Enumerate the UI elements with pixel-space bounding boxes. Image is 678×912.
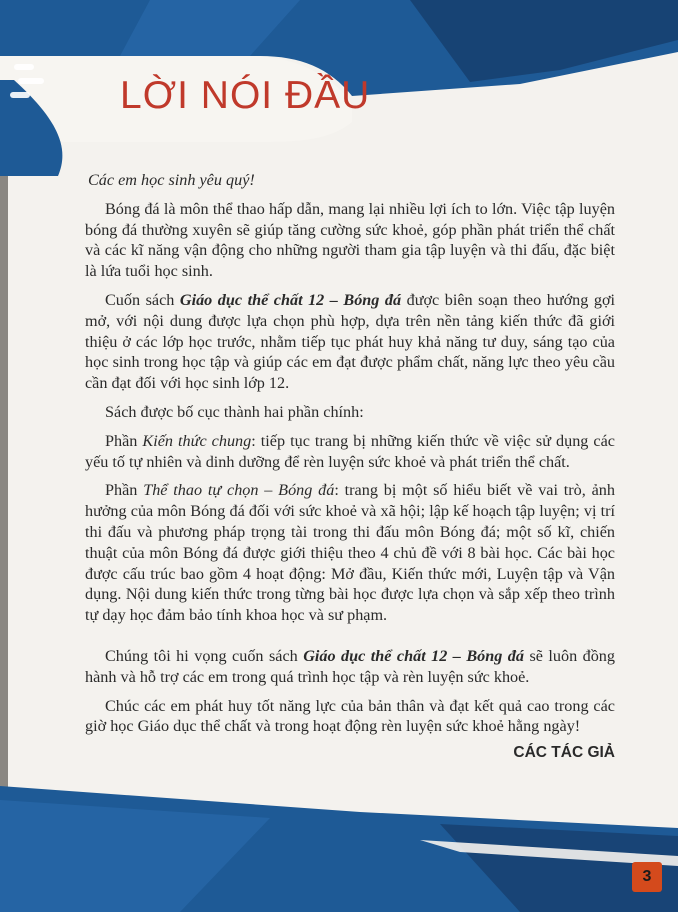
paragraph-closing: Chúc các em phát huy tốt năng lực của bản thân và đạt kết quả cao trong các giờ học Giáo dục thể chất và trong hoạt động rèn luyện sức khoẻ hằng ngày! bbox=[85, 696, 615, 736]
paragraph-lead: Chúng tôi hi vọng cuốn sách bbox=[105, 646, 304, 665]
paragraph-rest: sẽ luôn đồng hành và hỗ trợ các em trong quá trình học tập và rèn luyện sức khoẻ. bbox=[85, 646, 615, 686]
paragraph-book-description bbox=[85, 290, 615, 394]
foreword-body bbox=[85, 170, 615, 772]
paragraph-hope bbox=[85, 646, 615, 688]
page-title: LỜI NÓI ĐẦU bbox=[120, 74, 371, 117]
book-title: Giáo dục thể chất 12 – Bóng đá bbox=[179, 290, 402, 309]
paragraph-rest: được biên soạn theo hướng gợi mở, với nội dung được lựa chọn phù hợp, dựa trên nền tảng kiến thức đã giới thiệu ở các lớp học trước, nhằm tiếp tục phát huy khả năng tư duy, sáng tạo của học sinh trong học tập và giúp các em đạt được phẩm chất, năng lực theo yêu cầu cần đạt đối với học sinh lớp 12. bbox=[85, 290, 616, 393]
paragraph-part-two bbox=[85, 480, 615, 626]
part-name: Kiến thức chung bbox=[142, 431, 252, 450]
signature: CÁC TÁC GIẢ bbox=[513, 744, 615, 762]
paragraph-lead: Phần bbox=[105, 431, 143, 450]
wave-mark bbox=[18, 78, 44, 84]
part-name: Thể thao tự chọn – Bóng đá bbox=[143, 481, 335, 500]
paragraph-lead: Phần bbox=[105, 481, 144, 500]
paragraph-part-one bbox=[85, 431, 615, 473]
paragraph-intro: Bóng đá là môn thể thao hấp dẫn, mang lại nhiều lợi ích to lớn. Việc tập luyện bóng đá thường xuyên sẽ giúp tăng cường sức khoẻ, góp phần phát triển thể chất và các kĩ năng vận động cho những người tham gia tập luyện và thi đấu, đặc biệt là lứa tuổi học sinh. bbox=[85, 199, 615, 281]
greeting: Các em học sinh yêu quý! bbox=[88, 171, 255, 189]
page-number: 3 bbox=[632, 862, 662, 892]
paragraph-structure: Sách được bố cục thành hai phần chính: bbox=[105, 402, 364, 421]
paragraph-rest: : tiếp tục trang bị những kiến thức về việc sử dụng các yếu tố tự nhiên và dinh dưỡng để rèn luyện sức khoẻ và phát triển thể chất. bbox=[85, 431, 615, 471]
paragraph-lead: Cuốn sách bbox=[105, 290, 180, 309]
paragraph-rest: : trang bị một số hiểu biết về vai trò, ảnh hưởng của môn Bóng đá đối với sức khoẻ và xã hội; lập kế hoạch tập luyện; vị trí thi đấu và phương pháp trọng tài trong thi đấu môn Bóng đá; một số kĩ, chiến thuật của môn Bóng đá được giới thiệu theo 4 chủ đề với 8 bài học. Các bài học được cấu trúc bao gồm 4 hoạt động: Mở đầu, Kiến thức mới, Luyện tập và Vận dụng. Nội dung kiến thức trong từng bài học được lựa chọn và sắp xếp theo trình tự dạy học đảm bảo tính khoa học và sư phạm. bbox=[85, 481, 615, 625]
wave-mark bbox=[10, 92, 30, 98]
book-title: Giáo dục thể chất 12 – Bóng đá bbox=[303, 646, 524, 665]
wave-mark bbox=[14, 64, 34, 70]
